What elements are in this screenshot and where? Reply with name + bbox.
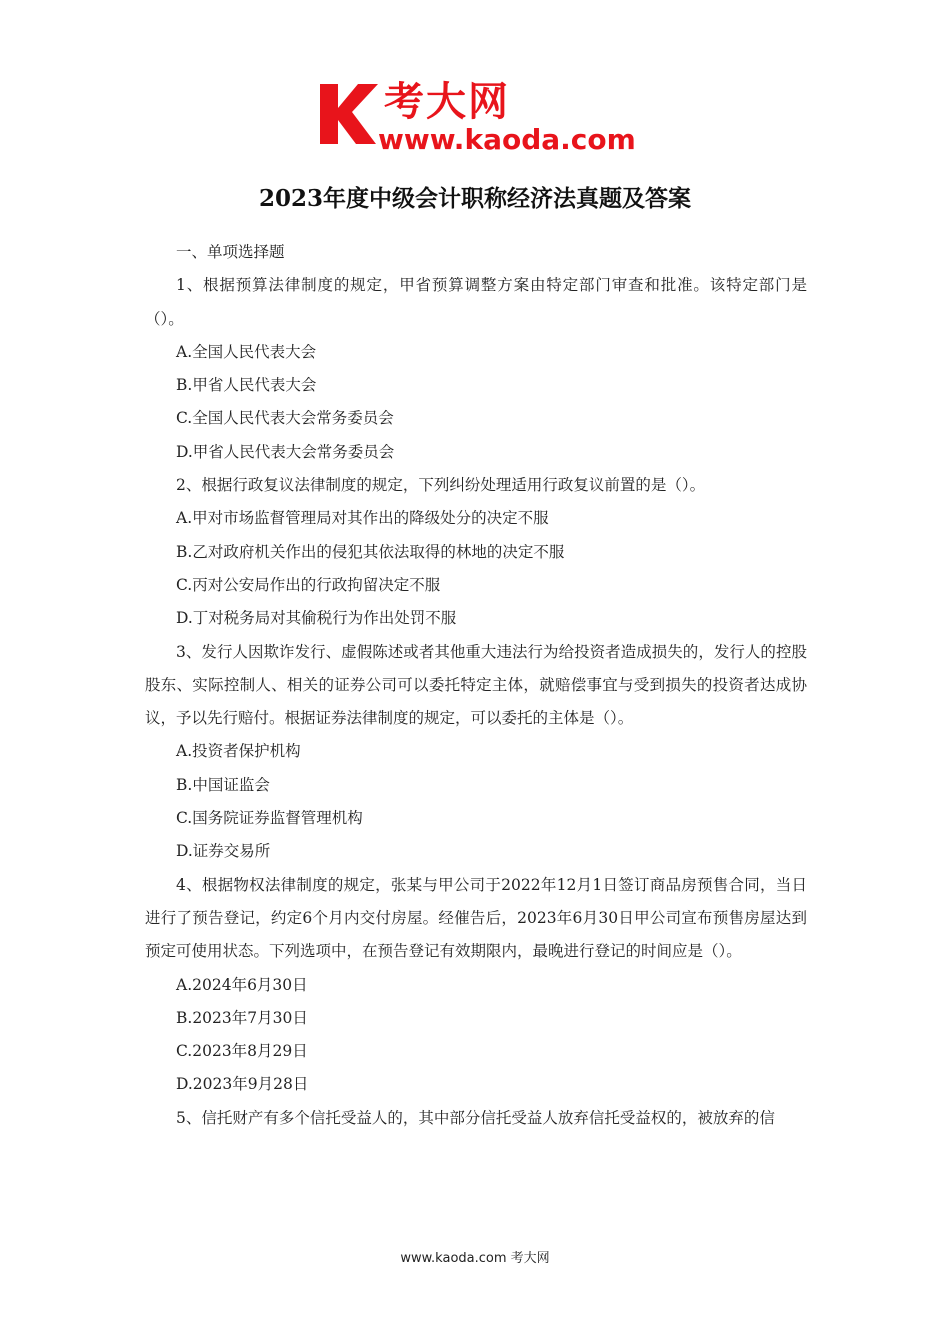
option: D.丁对税务局对其偷税行为作出处罚不服 (176, 609, 457, 628)
logo-url-text: www.kaoda.com (378, 123, 636, 156)
logo-brand-text: 考大网 (384, 79, 510, 125)
option: B.2023年7月30日 (176, 1008, 308, 1027)
option: D.证券交易所 (176, 842, 271, 861)
site-logo (318, 80, 640, 160)
option: C.2023年8月29日 (176, 1042, 308, 1061)
logo-k-mark (318, 80, 380, 146)
question-stem: 3、发行人因欺诈发行、虚假陈述或者其他重大违法行为给投资者造成损失的，发行人的控股股东、实际控制人、相关的证券公司可以委托特定主体，就赔偿事宜与受到损失的投资者达成协议，予以先行赔付。根据证券法律制度的规定，可以委托的主体是（）。 (145, 642, 807, 728)
option: C.丙对公安局作出的行政拘留决定不服 (176, 575, 441, 594)
option: C.全国人民代表大会常务委员会 (176, 409, 394, 428)
option: A.全国人民代表大会 (176, 342, 317, 361)
option: D.2023年9月28日 (176, 1075, 309, 1094)
document-body (145, 236, 807, 1135)
option: B.中国证监会 (176, 775, 270, 794)
option: A.投资者保护机构 (176, 742, 301, 761)
option: D.甲省人民代表大会常务委员会 (176, 442, 395, 461)
option: A.甲对市场监督管理局对其作出的降级处分的决定不服 (176, 509, 549, 528)
question-stem: 1、根据预算法律制度的规定，甲省预算调整方案由特定部门审查和批准。该特定部门是（）。 (145, 276, 807, 328)
question-stem: 4、根据物权法律制度的规定，张某与甲公司于2022年12月1日签订商品房预售合同，当日进行了预告登记，约定6个月内交付房屋。经催告后，2023年6月30日甲公司宣布预售房屋达到预定可使用状态。下列选项中，在预告登记有效期限内，最晚进行登记的时间应是（）。 (145, 875, 807, 961)
question-stem: 5、信托财产有多个信托受益人的，其中部分信托受益人放弃信托受益权的，被放弃的信 (176, 1108, 775, 1127)
page-footer: www.kaoda.com 考大网 (400, 1251, 550, 1266)
section-heading: 一、单项选择题 (176, 243, 285, 261)
question-stem: 2、根据行政复议法律制度的规定，下列纠纷处理适用行政复议前置的是（）。 (176, 476, 706, 495)
option: B.甲省人民代表大会 (176, 376, 317, 395)
option: A.2024年6月30日 (176, 975, 308, 994)
option: C.国务院证券监督管理机构 (176, 809, 363, 828)
option: B.乙对政府机关作出的侵犯其依法取得的林地的决定不服 (176, 542, 565, 561)
page-title: 2023年度中级会计职称经济法真题及答案 (258, 185, 691, 212)
